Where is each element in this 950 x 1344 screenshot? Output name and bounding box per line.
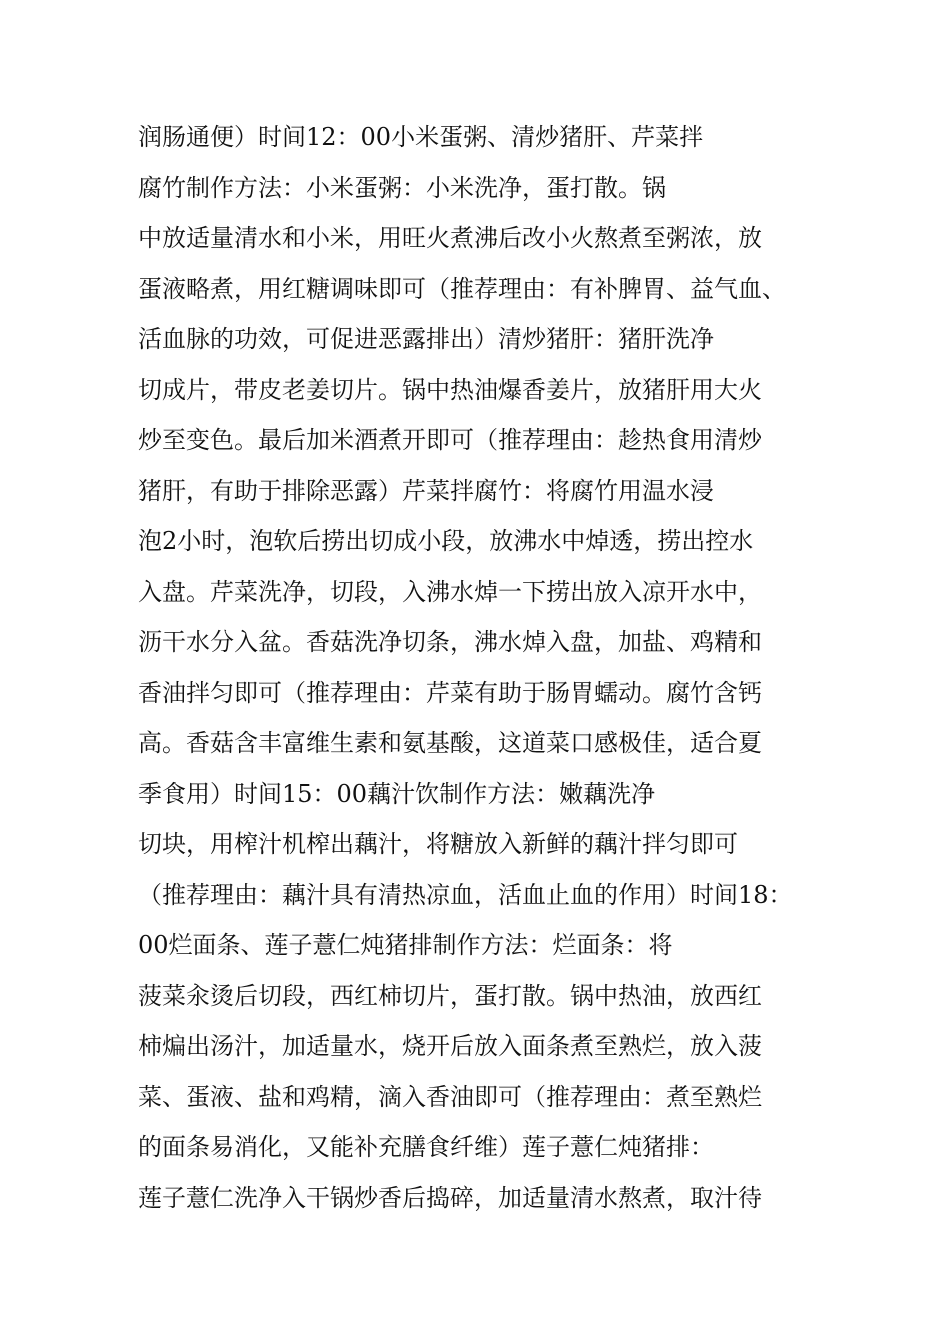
text-line: 腐竹制作方法：小米蛋粥：小米洗净，蛋打散。锅 <box>138 173 666 202</box>
text-line: 菠菜汆烫后切段，西红柿切片，蛋打散。锅中热油，放西红 <box>138 981 762 1010</box>
text-line: 香油拌匀即可（推荐理由：芹菜有助于肠胃蠕动。腐竹含钙 <box>138 678 762 707</box>
text-line: 蛋液略煮，用红糖调味即可（推荐理由：有补脾胃、益气血、 <box>138 274 786 303</box>
text-line: 高。香菇含丰富维生素和氨基酸，这道菜口感极佳，适合夏 <box>138 729 762 757</box>
text-line: 泡2小时，泡软后捞出切成小段，放沸水中焯透，捞出控水 <box>138 527 754 555</box>
body-text <box>138 112 838 1223</box>
text-line: 柿煸出汤汁，加适量水，烧开后放入面条煮至熟烂，放入菠 <box>138 1032 762 1060</box>
text-line: 沥干水分入盆。香菇洗净切条，沸水焯入盘，加盐、鸡精和 <box>138 628 762 656</box>
text-line: 的面条易消化，又能补充膳食纤维）莲子薏仁炖猪排： <box>138 1133 714 1161</box>
text-line: 00烂面条、莲子薏仁炖猪排制作方法：烂面条：将 <box>138 931 673 959</box>
text-line: 切块，用榨汁机榨出藕汁，将糖放入新鲜的藕汁拌匀即可 <box>138 830 738 858</box>
text-line: 炒至变色。最后加米酒煮开即可（推荐理由：趁热食用清炒 <box>138 426 762 454</box>
text-line: 入盘。芹菜洗净，切段，入沸水焯一下捞出放入凉开水中， <box>138 577 762 606</box>
text-line: 切成片，带皮老姜切片。锅中热油爆香姜片，放猪肝用大火 <box>138 375 762 404</box>
text-line: 莲子薏仁洗净入干锅炒香后捣碎，加适量清水熬煮，取汁待 <box>138 1183 762 1212</box>
text-line: 润肠通便）时间12：00小米蛋粥、清炒猪肝、芹菜拌 <box>138 123 704 151</box>
text-line: 季食用）时间15：00藕汁饮制作方法：嫩藕洗净 <box>138 779 656 808</box>
text-line: 活血脉的功效，可促进恶露排出）清炒猪肝：猪肝洗净 <box>138 325 714 353</box>
text-line: 菜、蛋液、盐和鸡精，滴入香油即可（推荐理由：煮至熟烂 <box>138 1082 762 1111</box>
text-line: 猪肝，有助于排除恶露）芹菜拌腐竹：将腐竹用温水浸 <box>138 476 714 505</box>
text-line: 中放适量清水和小米，用旺火煮沸后改小火熬煮至粥浓，放 <box>138 224 762 252</box>
text-line: （推荐理由：藕汁具有清热凉血，活血止血的作用）时间18： <box>138 880 793 909</box>
